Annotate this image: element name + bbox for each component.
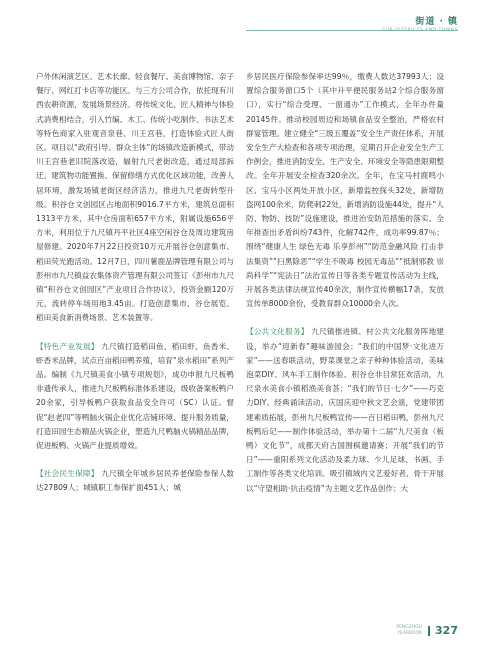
header-rule <box>246 30 458 31</box>
left-column <box>36 70 234 496</box>
section-tag: 【社会民生保障】 <box>36 469 99 479</box>
paragraph <box>36 467 234 495</box>
paragraph: 户外休闲演艺区、艺术长廊、轻食餐厅、美食博物馆、亲子餐厅、网红打卡店等功能区。与三方公司合作，依托现有川西农耕资源，发展场景经济。将传统文化、匠人精神与体验式消费相结合，引入竹编、木工、传统小吃制作、书法艺术等特色商家入驻观音泉巷、川王宫巷，打造体验式匠人街区。项目以“政府引导、群众主体”的场镇改造新模式，带动川王宫巷老旧院落改造，辐射九尺老街改造，通过局部拆迁、建筑物功能置换、保留修缮方式优化区域功能，改善人居环境，激发场镇老街区经济活力，推进九尺老街转型升级。积谷仓文创园区占地面积9016.7平方米，建筑总面积1313平方米，其中仓房面积657平方米，附属设施656平方米，利用位于九尺镇丹平社区4座空闲谷仓及周边建筑房屋修建。2020年7月22日投资10万元开展谷仓创意集市、稻田荧光跑活动。12月7日，四川薯鹿品牌管理有限公司与彭州市九尺镇益农集体资产管理有限公司签订《彭州市九尺镇“积谷仓文创园区”产业项目合作协议》，投资金额120万元，流转停车场用地3.45亩。打造创意集市、谷仓展览、稻田美食新消费场景、艺术装置等。 <box>36 72 234 323</box>
page-number: 327 <box>435 624 458 637</box>
paragraph <box>36 340 234 454</box>
header-subtitle: SUB-DISTRICTS AND TOWNS <box>382 28 458 33</box>
footer-decoration: PENGZHOU YEARBOOK <box>396 624 423 636</box>
paragraph-text: 九尺镇推进镇、村公共文化服务阵地建设，举办“迎新春”趣味游园会；“我们的中国梦·文化进万家”——送春联活动，野菜课堂之亲子种种体验活动，美味泡菜DIY、风车手工制作体验、积谷仓非目常狂欢活动，九尺泉水美食小镇稻渔美食荟；“我们的节日·七夕”——巧克力DIY、经典诵读活动，庆国庆迎中秋文艺会演，党建带团建素质拓展，彭州九尺板鸭宣传——百日稻田鸭，彭州九尺板鸭后记——制作体验活动，举办第十二届“九尺美食（板鸭）文化节”，成都天府古国围棋邀请赛；开展“我们的节日”——重阳系列文化活动及柔力球、少儿足球、书画、手工制作等各类文化培训。吸引镇域内文艺爱好者、骨干开展以“守望相助·抗击疫情”为主题文艺作品创作；大 <box>246 327 445 493</box>
paragraph: 乡居民医疗保险参保率达99％，缴费人数达37993人；设置综合服务窗口5个（其中升平便民服务站2个综合服务窗口），实行“综合受理、一窗通办”工作模式，全年办件量20145件。推动校园周边和场镇食品安全整治，严格农村群宴管理。建立健全“三级五覆盖”安全生产责任体系，开展安全生产大检查和各项专项治理，定期召开企业安全生产工作例会，推进消防安全、生产安全、环境安全等隐患限期整改。全年开展安全检查320余次。全年，在宝马村鹿鸣小区、宝马小区两处开放小区，新增监控探头32处，新增防盗网100余米，防爬刺22处，新增消防设施44处，提升“人防、物防、技防”设施建设，推进治安防范措施的落实。全年排查出矛盾纠纷743件，化解742件，成功率99.87％；围绕“健康人生 绿色无毒 乐享彭州”“防范金融风险 打击非法集资”“扫黑除恶”“学生不吸毒 校园无毒品”“抵制邪教 崇尚科学”“宪法日”法治宣传日等各类专题宣传活动为主线，开展各类法律法规宣传40余次，制作宣传横幅17条，发放宣传单8000余份，受教育群众10000余人次。 <box>246 72 444 309</box>
page-footer <box>396 624 458 637</box>
header-title: 街道 · 镇 <box>415 17 458 27</box>
section-tag: 【特色产业发展】 <box>36 341 99 351</box>
right-column <box>246 70 444 496</box>
section-tag: 【公共文化服务】 <box>246 327 309 337</box>
paragraph-text: 九尺镇打造稻田鱼、稻田虾、鱼香米、虾香米品牌，试点百亩稻田鸭养殖，培育“泉水稻田”系列产品。编制《九尺镇美食小镇专项规划》，成功申报九尺板鸭非遗传承人，推进九尺板鸭标准体系建设，级收备案板鸭户20余家，引导板鸭户获取食品安全许可（SC）认证。督促“赵老四”等鸭脑火锅企业优化店铺环境、提升服务质量，打造田园生态精品火锅企业，塑造九尺鸭脑火锅精品品牌，促进板鸭、火锅产业提质增效。 <box>36 341 235 451</box>
paragraph <box>246 325 444 495</box>
footer-bar <box>428 626 430 636</box>
paragraph-text: 九尺镇全年城乡居民养老保险参保人数达27809人；城镇职工参保扩面451人；城 <box>36 469 235 493</box>
